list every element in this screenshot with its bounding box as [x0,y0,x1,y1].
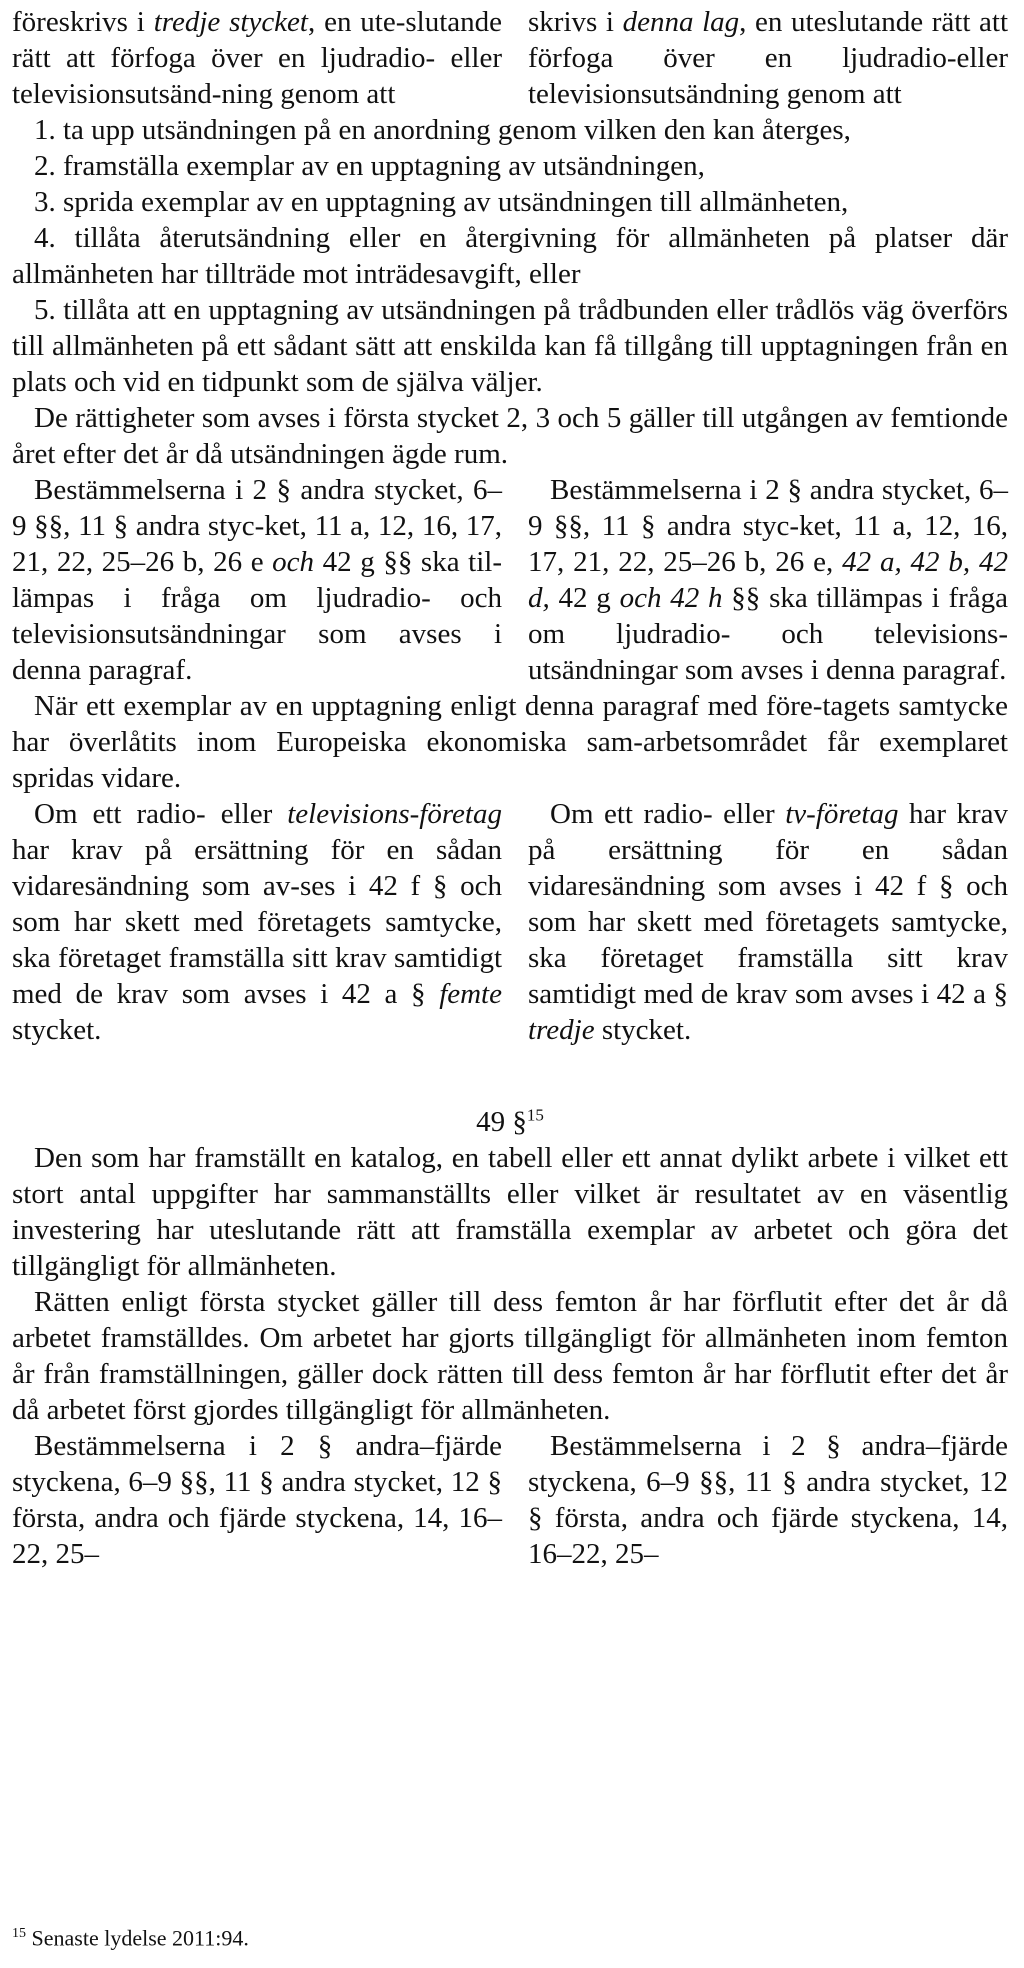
paragraph-exemplar: När ett exemplar av en upptagning enligt denna paragraf med före-tagets samtycke har överlåtits inom Europeiska ekonomiska sam-arbetsområdet får exemplaret spridas vidare. [12,690,1008,794]
right-column-text: Bestämmelserna i 2 § andra stycket, 6–9 §§, 11 § andra styc-ket, 11 a, 12, 16, 17, 21, 22, 25–26 b, 26 e, 42 a, 42 b, 42 d, 42 g och 42 h §§ ska tillämpas i fråga om ljudradio- och televisions-utsändningar som avses i denna paragraf. [528,474,1009,686]
section-heading [12,1104,1008,1140]
two-column-block-3 [12,796,1008,1048]
footnote-number: 15 [12,1926,26,1941]
list-item: 2. framställa exemplar av en upptagning av utsändningen, [34,150,705,182]
enumerated-list [12,112,1008,400]
right-column-text: Om ett radio- eller tv-företag har krav på ersättning för en sådan vidaresändning som avses i 42 f § och som har skett med företagets samtycke, ska företaget framställa sitt krav samtidigt med de krav som avses i 42 a § tredje stycket. [528,798,1008,1046]
right-column-text: skrivs i denna lag, en uteslutande rätt att förfoga över en ljudradio-eller televisionsutsändning genom att [528,6,1009,110]
footnote-reference: 15 [526,1105,544,1125]
left-column-text: Om ett radio- eller televisions-företag har krav på ersättning för en sådan vidaresändning som av-ses i 42 f § och som har skett med företagets samtycke, ska företaget framställa sitt krav samtidigt med de krav som avses i 42 a § femte stycket. [12,798,502,1046]
left-column-text: Bestämmelserna i 2 § andra stycket, 6–9 §§, 11 § andra styc-ket, 11 a, 12, 16, 17, 21, 22, 25–26 b, 26 e och 42 g §§ ska til-lämpas i fråga om ljudradio- och televisionsutsändningar som avses i denna paragraf. [12,474,502,686]
left-column-text: Bestämmelserna i 2 § andra–fjärde styckena, 6–9 §§, 11 § andra stycket, 12 § första, andra och fjärde styckena, 14, 16–22, 25– [12,1430,502,1570]
list-item: 1. ta upp utsändningen på en anordning genom vilken den kan återges, [34,114,851,146]
two-column-block-1 [12,4,1008,112]
list-item: 4. tillåta återutsändning eller en återgivning för allmänheten på platser där allmänheten har tillträde mot inträdesavgift, eller [12,222,1008,290]
document-page [12,4,1008,1572]
paragraph-catalog: Den som har framställt en katalog, en tabell eller ett annat dylikt arbete i vilket ett stort antal uppgifter har sammanställts eller vilket är resultatet av en väsentlig investering har uteslutande rätt att framställa exemplar av arbetet och göra det tillgängligt för allmänheten. [12,1142,1008,1282]
list-item: 3. sprida exemplar av en upptagning av utsändningen till allmänheten, [34,186,849,218]
paragraph-rights-duration: De rättigheter som avses i första stycket 2, 3 och 5 gäller till utgången av femtionde året efter det år då utsändningen ägde rum. [12,402,1008,470]
left-column-text: föreskrivs i tredje stycket, en ute-slutande rätt att förfoga över en ljudradio- eller televisionsutsänd-ning genom att [12,6,503,110]
footnote-text: Senaste lydelse 2011:94. [31,1925,249,1951]
right-column-text: Bestämmelserna i 2 § andra–fjärde styckena, 6–9 §§, 11 § andra stycket, 12 § första, andra och fjärde styckena, 14, 16–22, 25– [528,1430,1008,1570]
list-item: 5. tillåta att en upptagning av utsändningen på trådbunden eller trådlös väg överförs till allmänheten på ett sådant sätt att enskilda kan få tillgång till upptagningen från en plats och vid en tidpunkt som de själva väljer. [12,294,1008,398]
two-column-block-2 [12,472,1008,688]
footnote [12,1920,249,1952]
two-column-block-4 [12,1428,1008,1572]
section-number: 49 § [476,1106,527,1138]
paragraph-right-duration: Rätten enligt första stycket gäller till dess femton år har förflutit efter det år då arbetet framställdes. Om arbetet har gjorts tillgängligt för allmänheten inom femton år från framställningen, gäller dock rätten till dess femton år har förflutit efter det år då arbetet först gjordes tillgängligt för allmänheten. [12,1286,1008,1426]
